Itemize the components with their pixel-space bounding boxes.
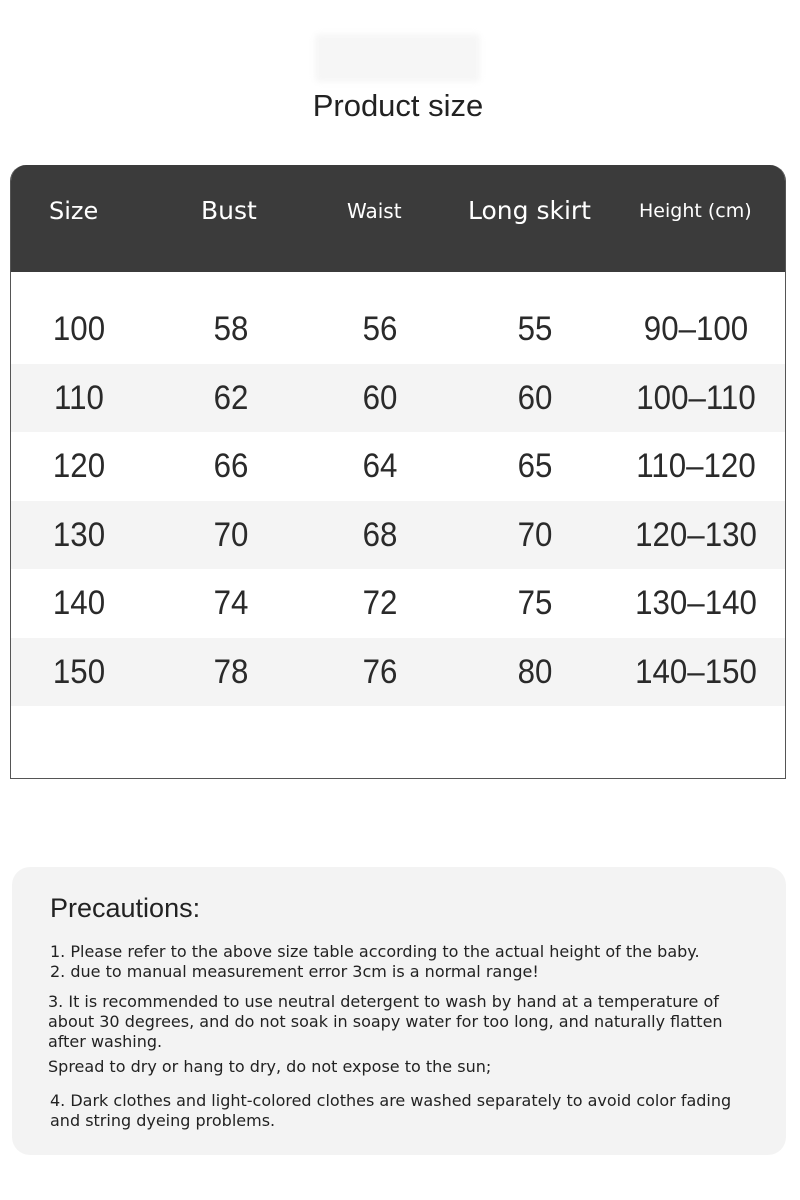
cell-size: 100 — [52, 310, 106, 348]
size-table — [10, 165, 786, 779]
cell-bust: 70 — [213, 515, 249, 554]
cell-long-skirt: 55 — [517, 310, 553, 348]
cell-bust: 74 — [213, 584, 249, 622]
cell-size: 120 — [52, 447, 106, 485]
precautions-title: Precautions: — [50, 893, 201, 923]
precaution-item: 2. due to manual measurement error 3cm is a normal range! — [50, 962, 539, 981]
cell-height: 120–130 — [635, 515, 757, 554]
cell-size: 140 — [52, 584, 106, 622]
cell-long-skirt: 80 — [517, 652, 553, 691]
cell-height: 130–140 — [635, 584, 757, 622]
cell-long-skirt: 75 — [517, 584, 553, 622]
precaution-item: 4. Dark clothes and light-colored clothes are washed separately to avoid color fading and string dyeing problems. — [50, 1091, 732, 1130]
table-row — [11, 364, 785, 433]
header-height: Height (cm) — [639, 200, 752, 222]
cell-waist: 56 — [362, 310, 398, 348]
cell-height: 90–100 — [643, 310, 749, 348]
cell-size: 110 — [54, 378, 104, 417]
header-bust: Bust — [201, 196, 257, 225]
header-size: Size — [49, 197, 99, 225]
cell-long-skirt: 60 — [517, 378, 553, 417]
cell-waist: 64 — [362, 447, 398, 485]
table-header — [11, 165, 785, 272]
header-long-skirt: Long skirt — [468, 196, 591, 225]
cell-bust: 78 — [213, 652, 249, 691]
cell-waist: 68 — [362, 515, 398, 554]
cell-size: 150 — [52, 652, 106, 691]
header-waist: Waist — [347, 199, 402, 223]
table-row — [11, 501, 785, 570]
table-row — [11, 638, 785, 707]
brand-logo-placeholder — [315, 34, 480, 82]
table-body — [11, 272, 785, 706]
cell-height: 140–150 — [635, 652, 757, 691]
cell-bust: 62 — [213, 378, 249, 417]
precaution-item: 1. Please refer to the above size table according to the actual height of the baby. — [50, 942, 700, 961]
cell-long-skirt: 70 — [517, 515, 553, 554]
cell-waist: 76 — [362, 652, 398, 691]
cell-waist: 72 — [362, 584, 398, 622]
table-row — [11, 432, 785, 501]
cell-size: 130 — [52, 515, 106, 554]
cell-height: 110–120 — [636, 447, 756, 485]
precautions-panel — [12, 867, 786, 1155]
cell-waist: 60 — [362, 378, 398, 417]
table-row — [11, 295, 785, 364]
cell-bust: 66 — [213, 447, 249, 485]
page-title: Product size — [312, 88, 484, 123]
precaution-item: Spread to dry or hang to dry, do not expose to the sun; — [48, 1057, 492, 1076]
table-row — [11, 569, 785, 638]
cell-bust: 58 — [213, 310, 249, 348]
cell-height: 100–110 — [636, 378, 756, 417]
precaution-item: 3. It is recommended to use neutral detergent to wash by hand at a temperature of about 30 degrees, and do not soak in soapy water for too long, and naturally flatten after washing. — [48, 992, 723, 1051]
cell-long-skirt: 65 — [517, 447, 553, 485]
